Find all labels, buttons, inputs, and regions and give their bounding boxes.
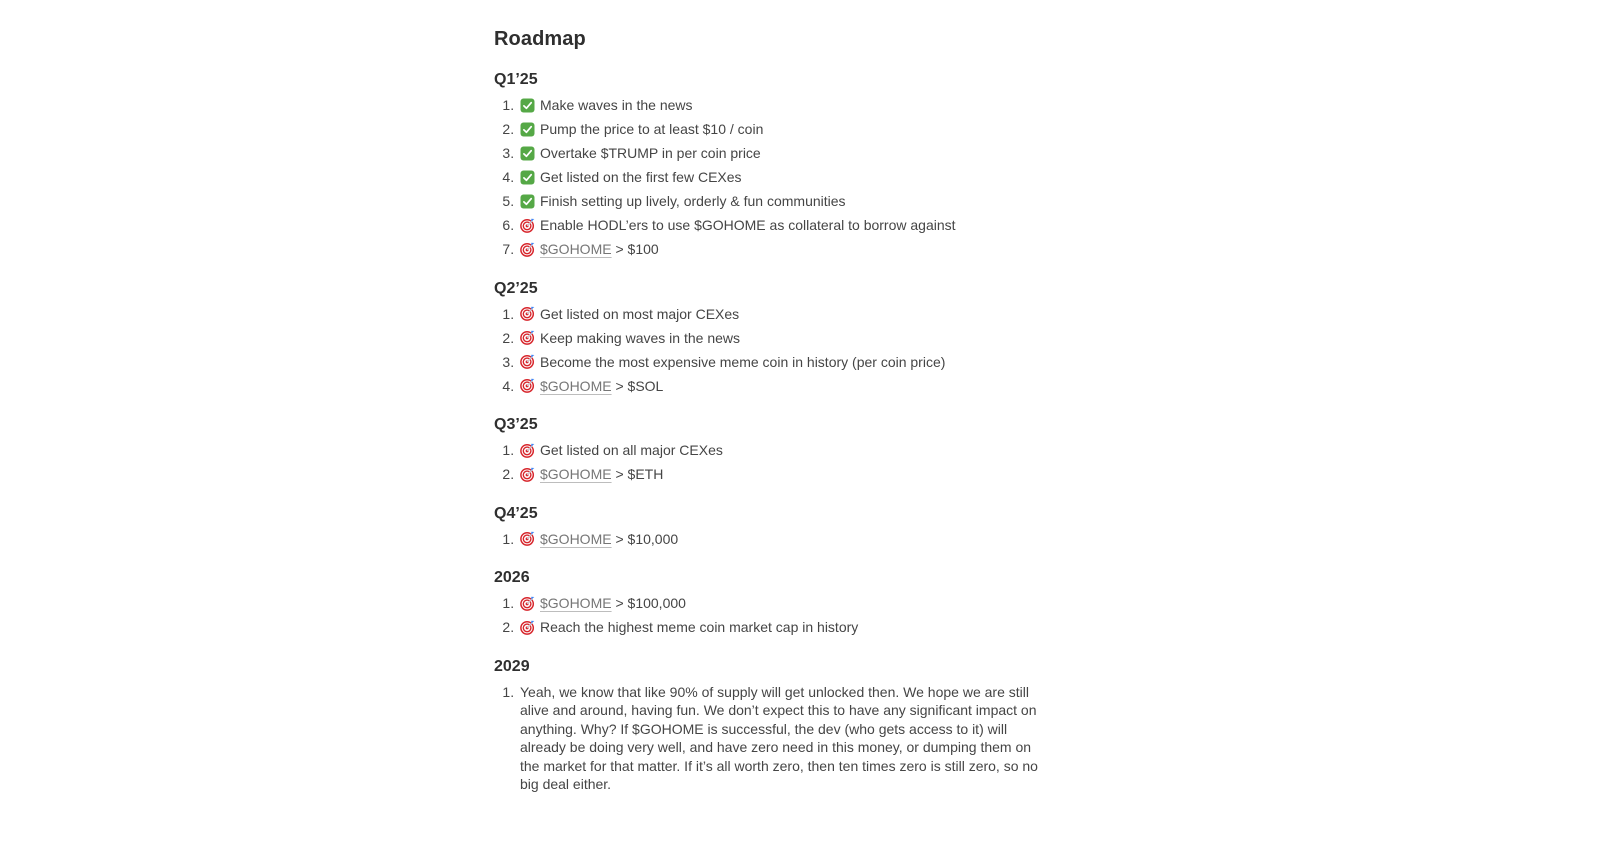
roadmap-section xyxy=(494,657,1040,794)
roadmap-section xyxy=(494,70,1040,259)
target-emoji-icon xyxy=(520,531,535,546)
check-emoji-icon xyxy=(520,194,535,209)
target-emoji-icon xyxy=(520,330,535,345)
list-item xyxy=(518,377,1040,396)
list-item xyxy=(518,96,1040,115)
gohome-link[interactable]: $GOHOME xyxy=(540,377,612,394)
list-item xyxy=(518,683,1040,794)
section-heading: Q2’25 xyxy=(494,279,538,297)
item-text: > $ETH xyxy=(611,466,664,482)
item-text: Keep making waves in the news xyxy=(540,329,740,346)
list-item xyxy=(518,305,1040,324)
item-text: Overtake $TRUMP in per coin price xyxy=(540,145,761,161)
item-text: Enable HODL’ers to use $GOHOME as collateral to borrow against xyxy=(540,217,956,233)
item-text: > $100,000 xyxy=(611,595,686,611)
item-text: Get listed on the first few CEXes xyxy=(540,169,742,185)
gohome-link[interactable]: $GOHOME xyxy=(540,595,612,611)
item-text: Reach the highest meme coin market cap in history xyxy=(540,619,859,635)
section-heading: Q1’25 xyxy=(494,71,538,88)
list-item xyxy=(518,240,1040,259)
list-item xyxy=(518,465,1040,484)
list-item xyxy=(518,441,1040,460)
roadmap-section xyxy=(494,504,1040,549)
sections xyxy=(494,70,1040,794)
item-text: Finish setting up lively, orderly & fun communities xyxy=(540,193,846,209)
section-heading: Q4’25 xyxy=(494,504,538,522)
section-list xyxy=(494,96,1040,259)
check-emoji-icon xyxy=(520,98,535,113)
check-emoji-icon xyxy=(520,146,535,161)
target-emoji-icon xyxy=(520,218,535,233)
item-text: Yeah, we know that like 90% of supply will get unlocked then. We hope we are still alive and around, having fun. We don’t expect this to have any significant impact on anything. Why? If $GOHOME is successful, the dev (who gets access to it) will already be doing very well, and have zero need in this money, or dumping them on the market for that matter. If it’s all worth zero, then ten times zero is still zero, so no big deal either. xyxy=(520,683,1038,792)
list-item xyxy=(518,216,1040,235)
item-text: > $10,000 xyxy=(611,530,679,547)
item-text: > $100 xyxy=(611,241,659,257)
list-item xyxy=(518,353,1040,372)
list-item xyxy=(518,120,1040,139)
item-text: Make waves in the news xyxy=(540,97,693,113)
target-emoji-icon xyxy=(520,443,535,458)
gohome-link[interactable]: $GOHOME xyxy=(540,466,612,482)
item-text: Become the most expensive meme coin in history (per coin price) xyxy=(540,353,946,370)
target-emoji-icon xyxy=(520,242,535,257)
list-item xyxy=(518,618,1040,637)
gohome-link[interactable]: $GOHOME xyxy=(540,241,612,257)
gohome-link[interactable]: $GOHOME xyxy=(540,530,612,547)
list-item xyxy=(518,168,1040,187)
target-emoji-icon xyxy=(520,378,535,393)
list-item xyxy=(518,594,1040,613)
check-emoji-icon xyxy=(520,122,535,137)
roadmap-document xyxy=(494,29,1040,794)
roadmap-section xyxy=(494,568,1040,637)
roadmap-section xyxy=(494,415,1040,484)
list-item xyxy=(518,192,1040,211)
check-emoji-icon xyxy=(520,170,535,185)
item-text: Pump the price to at least $10 / coin xyxy=(540,121,764,137)
section-list xyxy=(494,683,1040,794)
section-heading: 2029 xyxy=(494,657,530,675)
item-text: Get listed on most major CEXes xyxy=(540,305,740,322)
section-list xyxy=(494,305,1040,396)
section-list xyxy=(494,441,1040,484)
list-item xyxy=(518,144,1040,163)
section-heading: Q3’25 xyxy=(494,416,538,433)
section-list xyxy=(494,594,1040,637)
target-emoji-icon xyxy=(520,306,535,321)
section-heading: 2026 xyxy=(494,569,530,586)
list-item xyxy=(518,530,1040,549)
page-title: Roadmap xyxy=(494,28,586,50)
item-text: Get listed on all major CEXes xyxy=(540,442,723,458)
list-item xyxy=(518,329,1040,348)
target-emoji-icon xyxy=(520,354,535,369)
item-text: > $SOL xyxy=(611,377,664,394)
roadmap-section xyxy=(494,279,1040,396)
section-list xyxy=(494,530,1040,549)
target-emoji-icon xyxy=(520,467,535,482)
target-emoji-icon xyxy=(520,596,535,611)
target-emoji-icon xyxy=(520,620,535,635)
